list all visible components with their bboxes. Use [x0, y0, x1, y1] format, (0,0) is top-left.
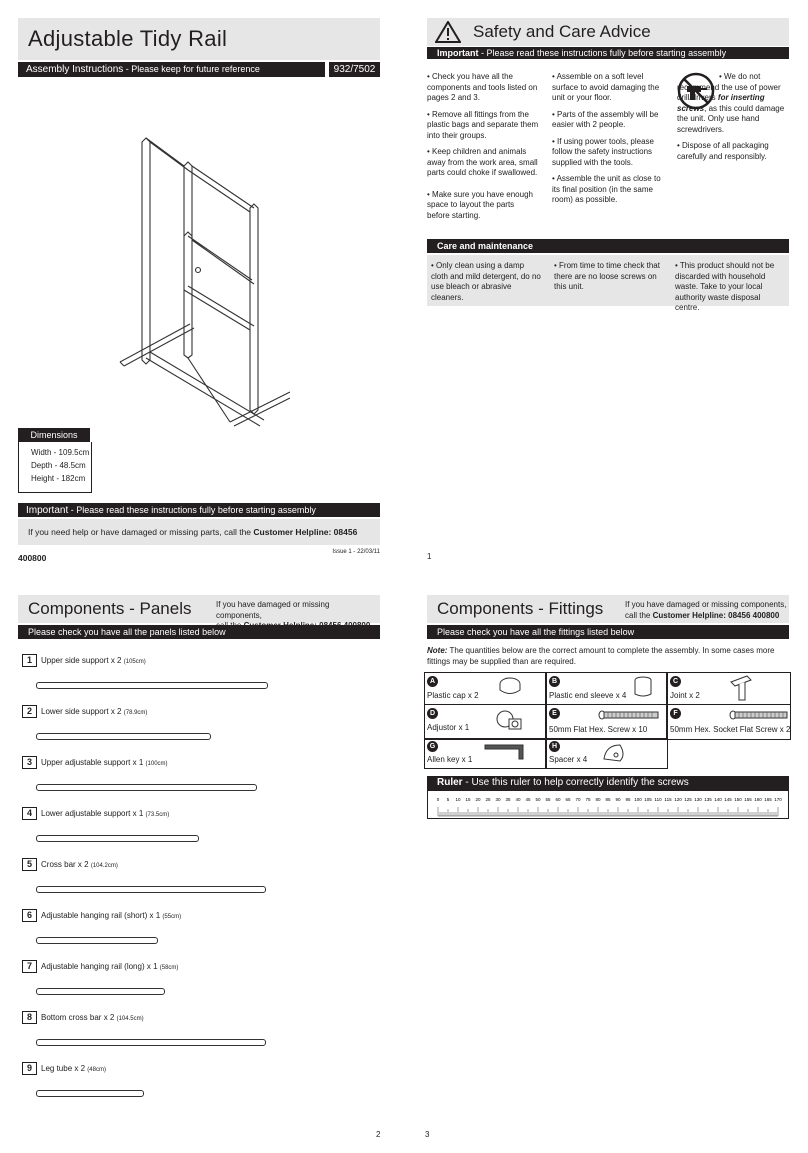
panel-label: Lower side support x 2: [41, 707, 122, 716]
fitting-cell-b: [545, 672, 668, 705]
fittings-note-label: Note:: [427, 646, 448, 655]
assembly-subtitle: - Please keep for future reference: [123, 64, 260, 74]
panels-check-bar: Please check you have all the panels listed below: [18, 625, 380, 639]
panel-label: Cross bar x 2: [41, 860, 89, 869]
plastic-cap-icon: [497, 676, 523, 698]
fitting-cell-g: [424, 738, 547, 769]
panel-tube: [36, 682, 268, 689]
safety-title-banner: [427, 18, 789, 46]
ruler-tick-label: 10: [455, 797, 461, 802]
fitting-label: 50mm Flat Hex. Screw x 10: [549, 725, 648, 734]
page-number: 2: [376, 1130, 381, 1139]
panels-title: Components - Panels: [28, 599, 192, 618]
ruler-tick-label: 115: [664, 797, 672, 802]
ruler-tick-label: 5: [446, 797, 450, 802]
assembly-instructions-bar: [18, 62, 325, 77]
panel-number: 4: [22, 807, 37, 820]
panel-size: (104.2cm): [90, 863, 118, 869]
safety-point: • Dispose of all packaging carefully and responsibly.: [677, 141, 769, 161]
cover-title: Adjustable Tidy Rail: [28, 26, 228, 51]
safety-column-3: [677, 72, 789, 162]
panel-size: (73.5cm): [145, 812, 170, 818]
safety-point-emphasis: for inserting screws: [677, 93, 765, 113]
dimension-width: Width - 109.5cm: [31, 448, 90, 457]
ruler-tick-label: 15: [465, 797, 471, 802]
ruler-scale: [428, 791, 788, 818]
panel-tube: [36, 1090, 144, 1097]
safety-column-1: [427, 72, 539, 221]
ruler-tick-label: 90: [615, 797, 621, 802]
panel-size: (100cm): [145, 761, 168, 767]
fittings-note: [427, 646, 787, 667]
care-maintenance-bar: Care and maintenance: [427, 239, 789, 253]
ruler-tick-label: 65: [565, 797, 571, 802]
adjustor-icon: [495, 707, 525, 735]
panel-number: 5: [22, 858, 37, 871]
important-text: - Please read these instructions fully before starting assembly: [68, 505, 316, 515]
ruler-tick-label: 35: [505, 797, 511, 802]
ruler-tick-label: 150: [734, 797, 742, 802]
panel-item: [22, 756, 382, 770]
panel-size: (105cm): [123, 659, 146, 665]
panel-item: [22, 1062, 382, 1076]
fitting-label: Allen key x 1: [427, 755, 473, 764]
panel-item: [22, 960, 382, 974]
spacer-icon: [600, 741, 628, 765]
ruler-tick-label: 130: [694, 797, 702, 802]
safety-point: • Remove all fittings from the plastic bags and separate them into their groups.: [427, 109, 539, 140]
joint-icon: [729, 674, 757, 702]
ruler-tick-label: 95: [625, 797, 631, 802]
panel-number: 2: [22, 705, 37, 718]
assembly-title: Assembly Instructions: [26, 64, 124, 75]
panel-tube: [36, 733, 211, 740]
safety-title: Safety and Care Advice: [473, 22, 651, 41]
safety-point: • Assemble on a soft level surface to avoid damaging the unit or your floor.: [552, 72, 660, 102]
fitting-cell-d: [424, 704, 547, 740]
safety-column-2: [552, 72, 664, 206]
fittings-title-banner: [427, 595, 789, 623]
ruler-tick-label: 155: [744, 797, 752, 802]
panel-tube: [36, 1039, 266, 1046]
panel-label: Leg tube x 2: [41, 1064, 86, 1073]
ruler-tick-label: 60: [555, 797, 561, 802]
fitting-letter: C: [670, 676, 681, 687]
care-point: • This product should not be discarded with household waste. Take to your local authority waste disposal centre.: [675, 261, 775, 312]
ruler-tick-label: 110: [654, 797, 662, 802]
panel-number: 9: [22, 1062, 37, 1075]
product-code: 932/7502: [329, 62, 380, 77]
panels-title-banner: [18, 595, 380, 623]
fitting-letter: G: [427, 741, 438, 752]
dimensions-header: Dimensions: [18, 428, 90, 442]
panel-size: (104.5cm): [116, 1016, 144, 1022]
fittings-help-line2: call the: [625, 610, 653, 620]
fitting-label: Plastic end sleeve x 4: [549, 691, 627, 700]
fittings-title: Components - Fittings: [437, 599, 604, 618]
panel-item: [22, 858, 382, 872]
fitting-letter: E: [549, 708, 560, 719]
fitting-label: 50mm Hex. Socket Flat Screw x 2: [670, 725, 791, 734]
fitting-label: Spacer x 4: [549, 755, 588, 764]
ruler-tick-label: 140: [714, 797, 722, 802]
safety-point: • We do not recommend the use of power drill/drivers: [677, 72, 781, 102]
ruler-tick-label: 105: [644, 797, 652, 802]
fitting-cell-e: [545, 704, 668, 740]
fittings-check-bar: Please check you have all the fittings listed below: [427, 625, 789, 639]
fitting-letter: H: [549, 741, 560, 752]
panel-number: 7: [22, 960, 37, 973]
ruler-tick-label: 80: [595, 797, 601, 802]
ruler-tick-label: 0: [436, 797, 440, 802]
panel-label: Lower adjustable support x 1: [41, 809, 144, 818]
issue-date: Issue 1 - 22/03/11: [332, 549, 380, 555]
panel-size: (58cm): [159, 965, 179, 971]
fitting-cell-a: [424, 672, 547, 705]
safety-point: • Assemble the unit as close to its final position (in the same room) as possible.: [552, 174, 661, 204]
fitting-cell-f: [666, 704, 791, 740]
ruler-tick-label: 85: [605, 797, 611, 802]
ruler-title: Ruler: [437, 777, 463, 788]
ruler-tick-label: 40: [515, 797, 521, 802]
panel-item: [22, 807, 382, 821]
fitting-label: Adjustor x 1: [427, 723, 470, 732]
fitting-letter: B: [549, 676, 560, 687]
ruler-tick-label: 135: [704, 797, 712, 802]
safety-point: • Check you have all the components and tools listed on pages 2 and 3.: [427, 72, 538, 102]
rail-illustration: [110, 130, 290, 430]
fitting-label: Joint x 2: [670, 691, 700, 700]
socket-flat-screw-icon: [729, 710, 789, 720]
safety-important-bar: [427, 47, 789, 59]
panel-label: Adjustable hanging rail (short) x 1: [41, 911, 161, 920]
allen-key-icon: [483, 743, 529, 761]
ruler-tick-label: 70: [575, 797, 581, 802]
safety-point: • If using power tools, please follow the safety instructions supplied with the tools.: [552, 136, 654, 167]
fitting-cell-c: [666, 672, 791, 705]
ruler-tick-label: 120: [674, 797, 682, 802]
panel-tube: [36, 835, 199, 842]
important-bar: [18, 503, 380, 517]
helpline-number: Customer Helpline: 08456 400800: [18, 527, 358, 563]
panel-tube: [36, 937, 158, 944]
fitting-letter: D: [427, 708, 438, 719]
panel-label: Bottom cross bar x 2: [41, 1013, 115, 1022]
fittings-help-line1: If you have damaged or missing components,: [625, 600, 787, 609]
panel-label: Upper side support x 2: [41, 656, 122, 665]
ruler-tick-label: 170: [774, 797, 782, 802]
panel-item: [22, 909, 382, 923]
fittings-helpline-number: Customer Helpline: 08456 400800: [652, 610, 780, 620]
safety-important-title: Important: [437, 48, 479, 58]
panels-help-line1: If you have damaged or missing components,: [216, 600, 330, 620]
ruler-tick-label: 75: [585, 797, 591, 802]
ruler-text: - Use this ruler to help correctly identify the screws: [462, 777, 689, 788]
ruler-tick-label: 100: [634, 797, 642, 802]
panel-number: 3: [22, 756, 37, 769]
panel-size: (55cm): [162, 914, 182, 920]
panel-tube: [36, 784, 257, 791]
fitting-letter: A: [427, 676, 438, 687]
page-number: 1: [427, 552, 432, 561]
safety-point: • Make sure you have enough space to layout the parts before starting.: [427, 189, 533, 220]
cover-title-banner: [18, 18, 380, 60]
panel-item: [22, 1011, 382, 1025]
warning-icon: [435, 21, 461, 43]
dimension-depth: Depth - 48.5cm: [31, 461, 86, 470]
care-maintenance-box: [427, 255, 789, 312]
safety-point: • Parts of the assembly will be easier with 2 people.: [552, 109, 659, 129]
fittings-note-text: The quantities below are the correct amount to complete the assembly. In some cases more fittings may be supplied than are required.: [427, 646, 775, 666]
ruler-bar: [427, 776, 789, 790]
flat-hex-screw-icon: [598, 710, 660, 720]
panel-size: (48cm): [87, 1067, 106, 1073]
helpline-text: If you need help or have damaged or missing parts, call the: [28, 527, 254, 537]
panel-number: 6: [22, 909, 37, 922]
ruler-tick-label: 160: [754, 797, 762, 802]
ruler-tick-label: 145: [724, 797, 732, 802]
dimension-height: Height - 182cm: [31, 474, 86, 483]
fitting-label: Plastic cap x 2: [427, 691, 479, 700]
panel-label: Adjustable hanging rail (long) x 1: [41, 962, 158, 971]
dimensions-box: [18, 442, 92, 493]
ruler: [427, 790, 789, 819]
panel-size: (78.9cm): [123, 710, 148, 716]
care-point: • From time to time check that there are no loose screws on this unit.: [554, 261, 660, 291]
ruler-tick-label: 30: [495, 797, 501, 802]
page-number: 3: [425, 1130, 430, 1139]
care-point: • Only clean using a damp cloth and mild detergent, do no use bleach or abrasive cleaners.: [431, 261, 541, 302]
fitting-letter: F: [670, 708, 681, 719]
safety-point: , as this could damage the unit. Only use hand screwdrivers.: [677, 103, 785, 134]
panel-label: Upper adjustable support x 1: [41, 758, 144, 767]
important-title: Important: [26, 505, 69, 516]
safety-point: • Keep children and animals away from the work area, small parts could choke if swallowed.: [427, 147, 538, 177]
panel-number: 1: [22, 654, 37, 667]
panel-item: [22, 705, 382, 719]
ruler-tick-label: 45: [525, 797, 531, 802]
panel-number: 8: [22, 1011, 37, 1024]
ruler-tick-label: 125: [684, 797, 692, 802]
fitting-cell-h: [545, 738, 668, 769]
panel-tube: [36, 886, 266, 893]
safety-important-text: - Please read these instructions fully before starting assembly: [478, 48, 727, 58]
end-sleeve-icon: [632, 675, 654, 699]
ruler-tick-label: 50: [535, 797, 541, 802]
ruler-tick-label: 165: [764, 797, 772, 802]
panel-tube: [36, 988, 165, 995]
ruler-tick-label: 20: [475, 797, 481, 802]
ruler-tick-label: 55: [545, 797, 551, 802]
ruler-tick-label: 25: [485, 797, 491, 802]
panel-item: [22, 654, 382, 668]
